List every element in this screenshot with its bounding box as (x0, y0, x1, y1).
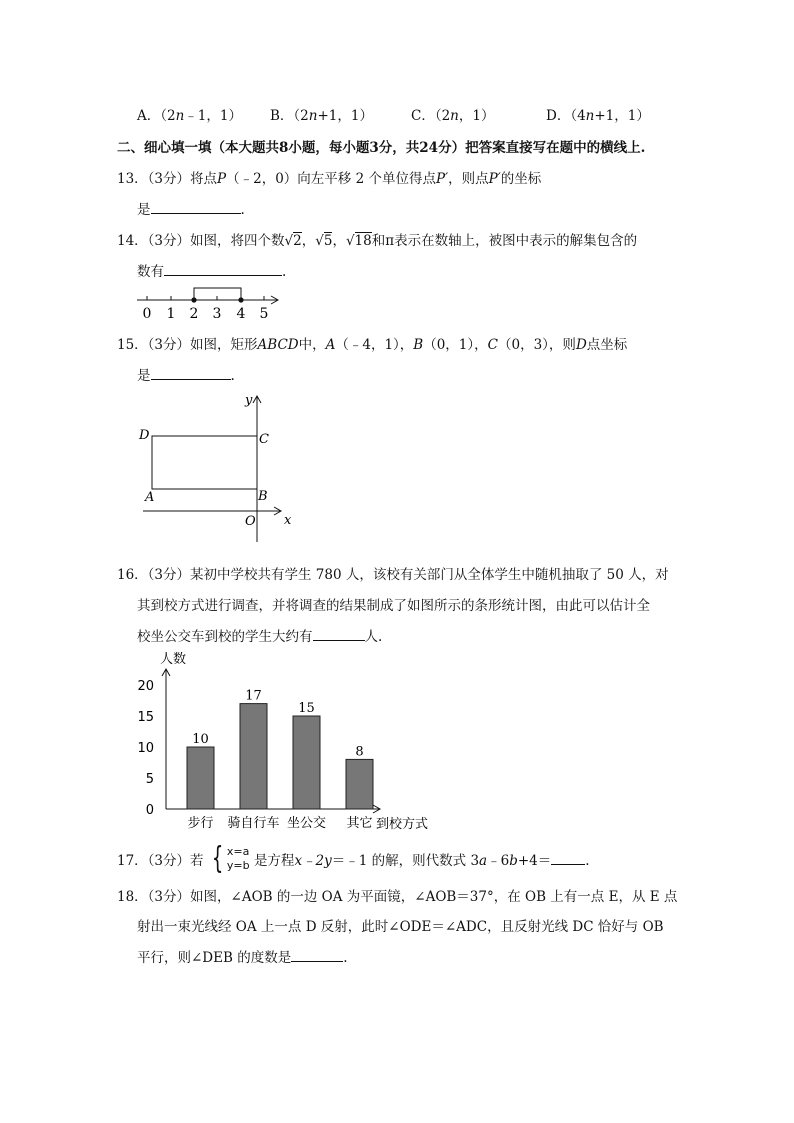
chart-ylabel: 人数 (160, 652, 187, 667)
answer-blank-14[interactable] (164, 262, 282, 276)
category-label: 步行 (187, 816, 214, 831)
axis-label: 3 (212, 306, 222, 322)
category-label: 坐公交 (286, 816, 327, 831)
bar (187, 747, 214, 809)
choice-a[interactable]: A．（2n﹣1，1） (137, 108, 242, 124)
axis-label: 1 (166, 306, 176, 322)
choice-d[interactable]: D．（4n+1，1） (546, 108, 650, 124)
label-y: y (245, 393, 253, 408)
category-label: 其它 (346, 816, 373, 831)
brace-icon: { (211, 841, 224, 876)
bar (240, 704, 267, 809)
y-tick-label: 0 (145, 803, 154, 818)
axis-label: 4 (236, 306, 246, 322)
choice-b[interactable]: B．（2n+1，1） (270, 108, 373, 124)
question-16-line2: 其到校方式进行调查，并将调查的结果制成了如图所示的条形统计图，由此可以估计全 (137, 598, 650, 614)
question-13-line2: 是 . (137, 202, 245, 218)
section-heading: 二、细心填一填（本大题共8小题，每小题3分，共24分）把答案直接写在题中的横线上. (117, 140, 646, 156)
bar (346, 759, 373, 809)
label-x: x (284, 513, 292, 528)
rectangle-figure (135, 390, 300, 545)
bar-data-label: 15 (298, 701, 315, 716)
bar-data-label: 8 (355, 744, 364, 760)
y-tick-label: 10 (137, 741, 154, 756)
answer-blank-13[interactable] (151, 200, 241, 214)
axis-label: 5 (259, 306, 269, 322)
question-18-line3: 平行，则∠DEB 的度数是 . (137, 950, 348, 966)
label-d: D (139, 428, 150, 443)
bar-chart (130, 645, 440, 835)
bar-data-label: 17 (245, 688, 262, 704)
label-c: C (259, 432, 269, 447)
question-13-line1: 13．（3分）将点P（﹣2，0）向左平移 2 个单位得点P′，则点P′的坐标 (117, 171, 542, 187)
answer-blank-15[interactable] (151, 366, 231, 380)
bar-data-label: 10 (192, 732, 209, 747)
question-14-line2: 数有 . (137, 264, 287, 280)
brace-system: { x=a y=b (211, 841, 250, 876)
label-o: O (245, 514, 256, 529)
axis-label: 2 (189, 306, 199, 322)
number-line-figure (135, 282, 285, 322)
question-14-line1: 14．（3分）如图，将四个数√2，√5，√18和π表示在数轴上，被图中表示的解集包含的 (117, 233, 638, 249)
sqrt-icon: √18 (345, 233, 372, 249)
label-a: A (145, 490, 155, 505)
y-tick-label: 15 (137, 710, 154, 725)
question-16-line3: 校坐公交车到校的学生大约有 人. (137, 629, 383, 645)
axis-label: 0 (142, 306, 152, 322)
chart-xlabel: 到校方式 (376, 817, 429, 832)
answer-blank-17[interactable] (551, 851, 585, 865)
answer-blank-16[interactable] (313, 627, 365, 641)
y-tick-label: 20 (137, 679, 154, 694)
question-16-line1: 16．（3分）某初中学校共有学生 780 人，该校有关部门从全体学生中随机抽取了 50 人，对 (117, 567, 669, 583)
choice-c[interactable]: C．（2n，1） (411, 108, 495, 124)
answer-blank-18[interactable] (291, 948, 343, 962)
question-15-line1: 15．（3分）如图，矩形ABCD中，A（﹣4，1），B（0，1），C（0，3），则D点坐标 (117, 337, 628, 353)
question-17: 17．（3分）若 { x=a y=b 是方程x﹣2y＝﹣1 的解，则代数式 3a﹣6b+4＝ . (117, 841, 590, 876)
question-18-line1: 18．（3分）如图，∠AOB 的一边 OA 为平面镜，∠AOB＝37°，在 OB 上有一点 E，从 E 点 (117, 889, 678, 905)
y-tick-label: 5 (145, 772, 154, 787)
sqrt-icon: √5 (315, 233, 333, 249)
question-18-line2: 射出一束光线经 OA 上一点 D 反射，此时∠ODE＝∠ADC，且反射光线 DC 恰好与 OB (137, 919, 664, 935)
bar (293, 716, 320, 809)
question-15-line2: 是 . (137, 368, 235, 384)
category-label: 骑自行车 (227, 816, 280, 831)
sqrt-icon: √2 (284, 233, 302, 249)
label-b: B (258, 489, 268, 504)
